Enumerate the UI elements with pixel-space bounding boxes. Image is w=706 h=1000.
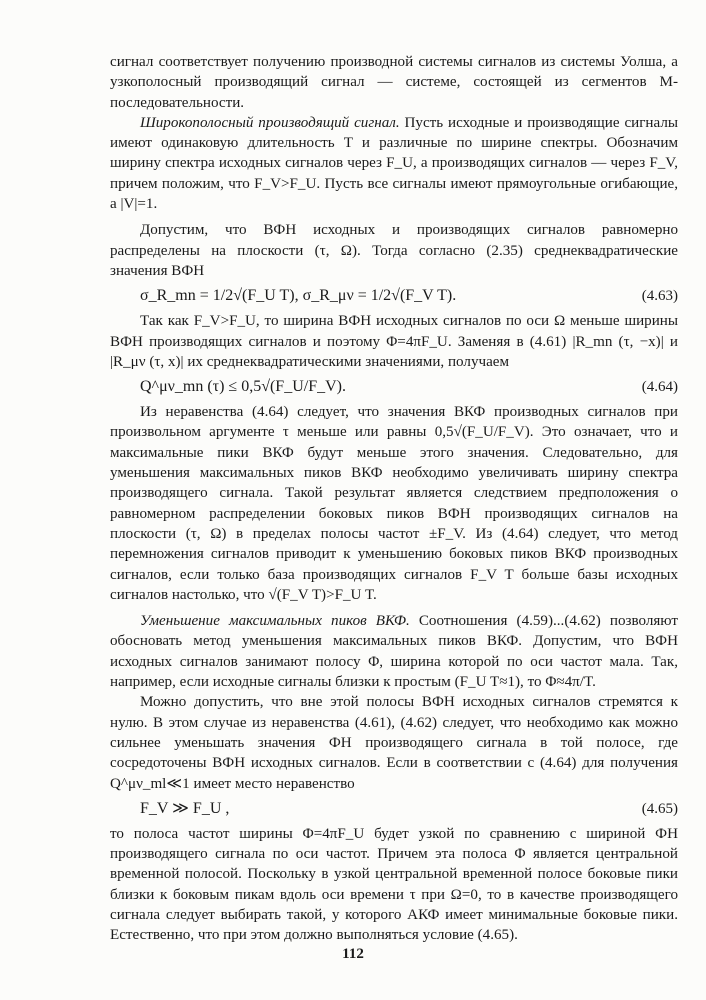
equation-4-63-number: (4.63) [641, 288, 678, 305]
page-number: 112 [342, 946, 364, 962]
paragraph-3: Допустим, что ВФН исходных и производящих сигналов равномерно распределены на плоскости (τ, Ω). Тогда согласно (2.35) среднеквадратические значения ВФН [110, 222, 678, 279]
paragraph-2-heading: Широкополосный производящий сигнал. [140, 114, 400, 131]
equation-4-63-formula: σ_R_mn = 1/2√(F_U T), σ_R_μν = 1/2√(F_V T). [140, 287, 457, 305]
equation-4-65-formula: F_V ≫ F_U , [140, 799, 230, 817]
paragraph-8: то полоса частот ширины Φ=4πF_U будет узкой по сравнению с шириной ФН производящего сигнала по оси частот. Причем эта полоса Φ является центральной временной полосой. Поскольку в узкой центральной временной полосе боковые пики близки к боковым пикам вдоль оси времени τ при Ω=0, то в качестве производящего сигнала следует выбирать такой, у которого АКФ имеет минимальные боковые пики. Естественно, что при этом должно выполняться условие (4.65). [110, 825, 678, 944]
paragraph-6 [110, 611, 678, 692]
paragraph-5: Из неравенства (4.64) следует, что значения ВКФ производных сигналов при произвольном аргументе τ меньше или равны 0,5√(F_U/F_V). Это означает, что и максимальные пики ВКФ будут меньше этого значения. Следовательно, для уменьшения максимальных пиков ВКФ необходимо увеличивать ширину спектра производящего сигнала. Такой результат является следствием предположения о равномерном распределении боковых пиков ВФН производящих сигналов на плоскости (τ, Ω) в пределах полосы частот ±F_V. Из (4.64) следует, что метод перемножения сигналов приводит к уменьшению боковых пиков ВКФ производных сигналов, если только база производящих сигналов F_V T больше базы исходных сигналов настолько, что √(F_V T)>F_U T. [110, 404, 678, 603]
equation-4-65 [110, 794, 678, 824]
paragraph-2-body: Пусть исходные и производящие сигналы имеют одинаковую длительность T и различные по ширине спектры. Обозначим ширину спектра исходных сигналов через F_U, а производящих сигналов — через F_V, причем положим, что F_V>F_U. Пусть все сигналы имеют прямоугольные огибающие, а |V|=1. [110, 114, 679, 213]
paragraph-4: Так как F_V>F_U, то ширина ВФН исходных сигналов по оси Ω меньше ширины ВФН производящих сигналов и поэтому Φ=4πF_U. Заменяя в (4.61) |R_mn (τ, −x)| и |R_μν (τ, x)| их среднеквадратическими значениями, получаем [110, 313, 678, 370]
equation-4-65-number: (4.65) [641, 800, 678, 817]
paragraph-7: Можно допустить, что вне этой полосы ВФН исходных сигналов стремятся к нулю. В этом случае из неравенства (4.61), (4.62) следует, что необходимо как можно сильнее уменьшать значения ФН производящего сигнала в той полосе, где сосредоточены ВФН исходных сигналов. Если в соответствии с (4.64) для получения Q^μν_ml≪1 имеет место неравенство [110, 694, 678, 792]
equation-4-64-number: (4.64) [641, 379, 678, 396]
equation-4-63 [110, 281, 678, 311]
equation-4-64 [110, 372, 678, 402]
text-block [110, 52, 678, 946]
paragraph-6-heading: Уменьшение максимальных пиков ВКФ. [140, 613, 410, 630]
paragraph-6-body: Соотношения (4.59)...(4.62) позволяют обосновать метод уменьшения максимальных пиков ВКФ. Допустим, что ВФН исходных сигналов занимают полосу Φ, ширина которой по оси частот мала. Так, например, если исходные сигналы близки к простым (F_U T≈1), то Φ≈4π/T. [110, 613, 678, 691]
paragraph-1: сигнал соответствует получению производной системы сигналов из системы Уолша, а узкополосный производящий сигнал — системе, состоящей из сегментов M-последовательности. [110, 54, 678, 111]
equation-4-64-formula: Q^μν_mn (τ) ≤ 0,5√(F_U/F_V). [140, 378, 346, 396]
paragraph-2 [110, 113, 678, 214]
